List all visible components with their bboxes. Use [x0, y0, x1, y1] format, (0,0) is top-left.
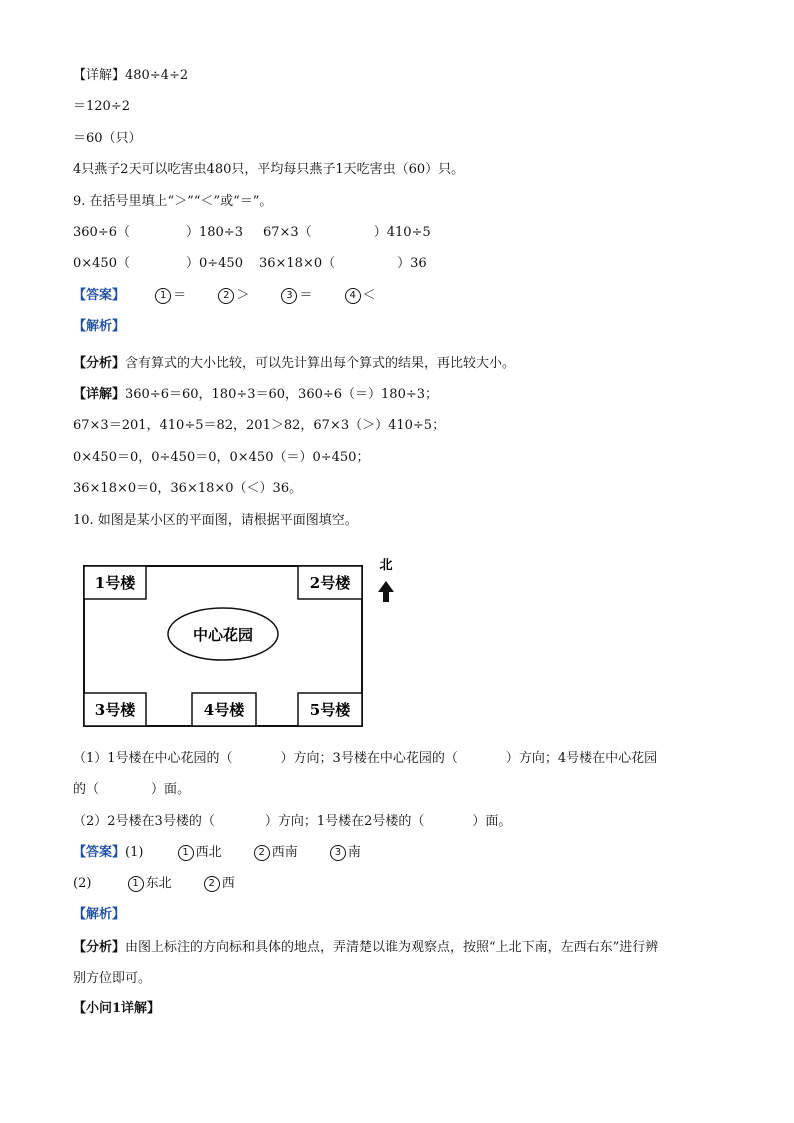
xiangjie-9-line-3: 0×450＝0，0÷450＝0，0×450（＝）0÷450；: [73, 450, 370, 465]
detail-line-4: 4只燕子2天可以吃害虫480只，平均每只燕子1天吃害虫（60）只。: [73, 162, 465, 177]
fenxi-10-line2: 别方位即可。: [73, 971, 152, 986]
central-garden-label: 中心花园: [192, 626, 254, 644]
question-10: 10. 如图是某小区的平面图，请根据平面图填空。: [73, 513, 358, 528]
q10-part1-line1: （1）1号楼在中心花园的（ ）方向；3号楼在中心花园的（ ）方向；4号楼在中心花园: [73, 751, 658, 766]
analysis-9-label: 【解析】: [73, 319, 126, 334]
answer-10-part2: (2) 1 东北 2 西: [73, 876, 235, 891]
fenxi-10-line1: 【分析】由图上标注的方向标和具体的地点，弄清楚以谁为观察点，按照“上北下南，左西右东”进行辨: [73, 940, 659, 955]
building-5-label: 5号楼: [309, 701, 351, 719]
building-4-label: 4号楼: [203, 701, 245, 719]
xiangjie-9-line-4: 36×18×0＝0，36×18×0（＜）36。: [73, 481, 303, 496]
building-3-label: 3号楼: [94, 701, 136, 719]
north-label: 北: [379, 558, 393, 573]
q10-part2: （2）2号楼在3号楼的（ ）方向；1号楼在2号楼的（ ）面。: [73, 814, 512, 829]
analysis-10-label: 【解析】: [73, 907, 126, 922]
xiangjie-9: 【详解】360÷6＝60，180÷3＝60，360÷6（＝）180÷3；: [73, 387, 439, 402]
building-1-label: 1号楼: [94, 574, 136, 592]
q9-row-1: 360÷6（ ）180÷3 67×3（ ）410÷5: [73, 225, 431, 240]
detail-line-1: 【详解】480÷4÷2: [73, 68, 189, 83]
question-9: 9. 在括号里填上“＞”“＜”或“＝”。: [73, 194, 273, 209]
fenxi-9: 【分析】含有算式的大小比较，可以先计算出每个算式的结果，再比较大小。: [73, 356, 516, 371]
detail-line-2: ＝120÷2: [73, 99, 130, 114]
community-map: [80, 553, 410, 733]
north-arrow-icon: [378, 581, 394, 602]
answer-10-part1: 【答案】(1) 1 西北 2 西南 3 南: [73, 845, 361, 860]
xiangjie-9-line-2: 67×3＝201，410÷5＝82，201＞82，67×3（＞）410÷5；: [73, 418, 446, 433]
building-2-label: 2号楼: [309, 574, 351, 592]
q9-row-2: 0×450（ ）0÷450 36×18×0（ ）36: [73, 256, 427, 271]
detail-line-3: ＝60（只）: [73, 131, 142, 146]
subquestion-1-label: 【小问1详解】: [73, 1001, 161, 1016]
answer-9: 【答案】 1 ＝ 2 ＞ 3 ＝ 4 ＜: [73, 288, 376, 303]
q10-part1-line2: 的（ ）面。: [73, 782, 191, 797]
